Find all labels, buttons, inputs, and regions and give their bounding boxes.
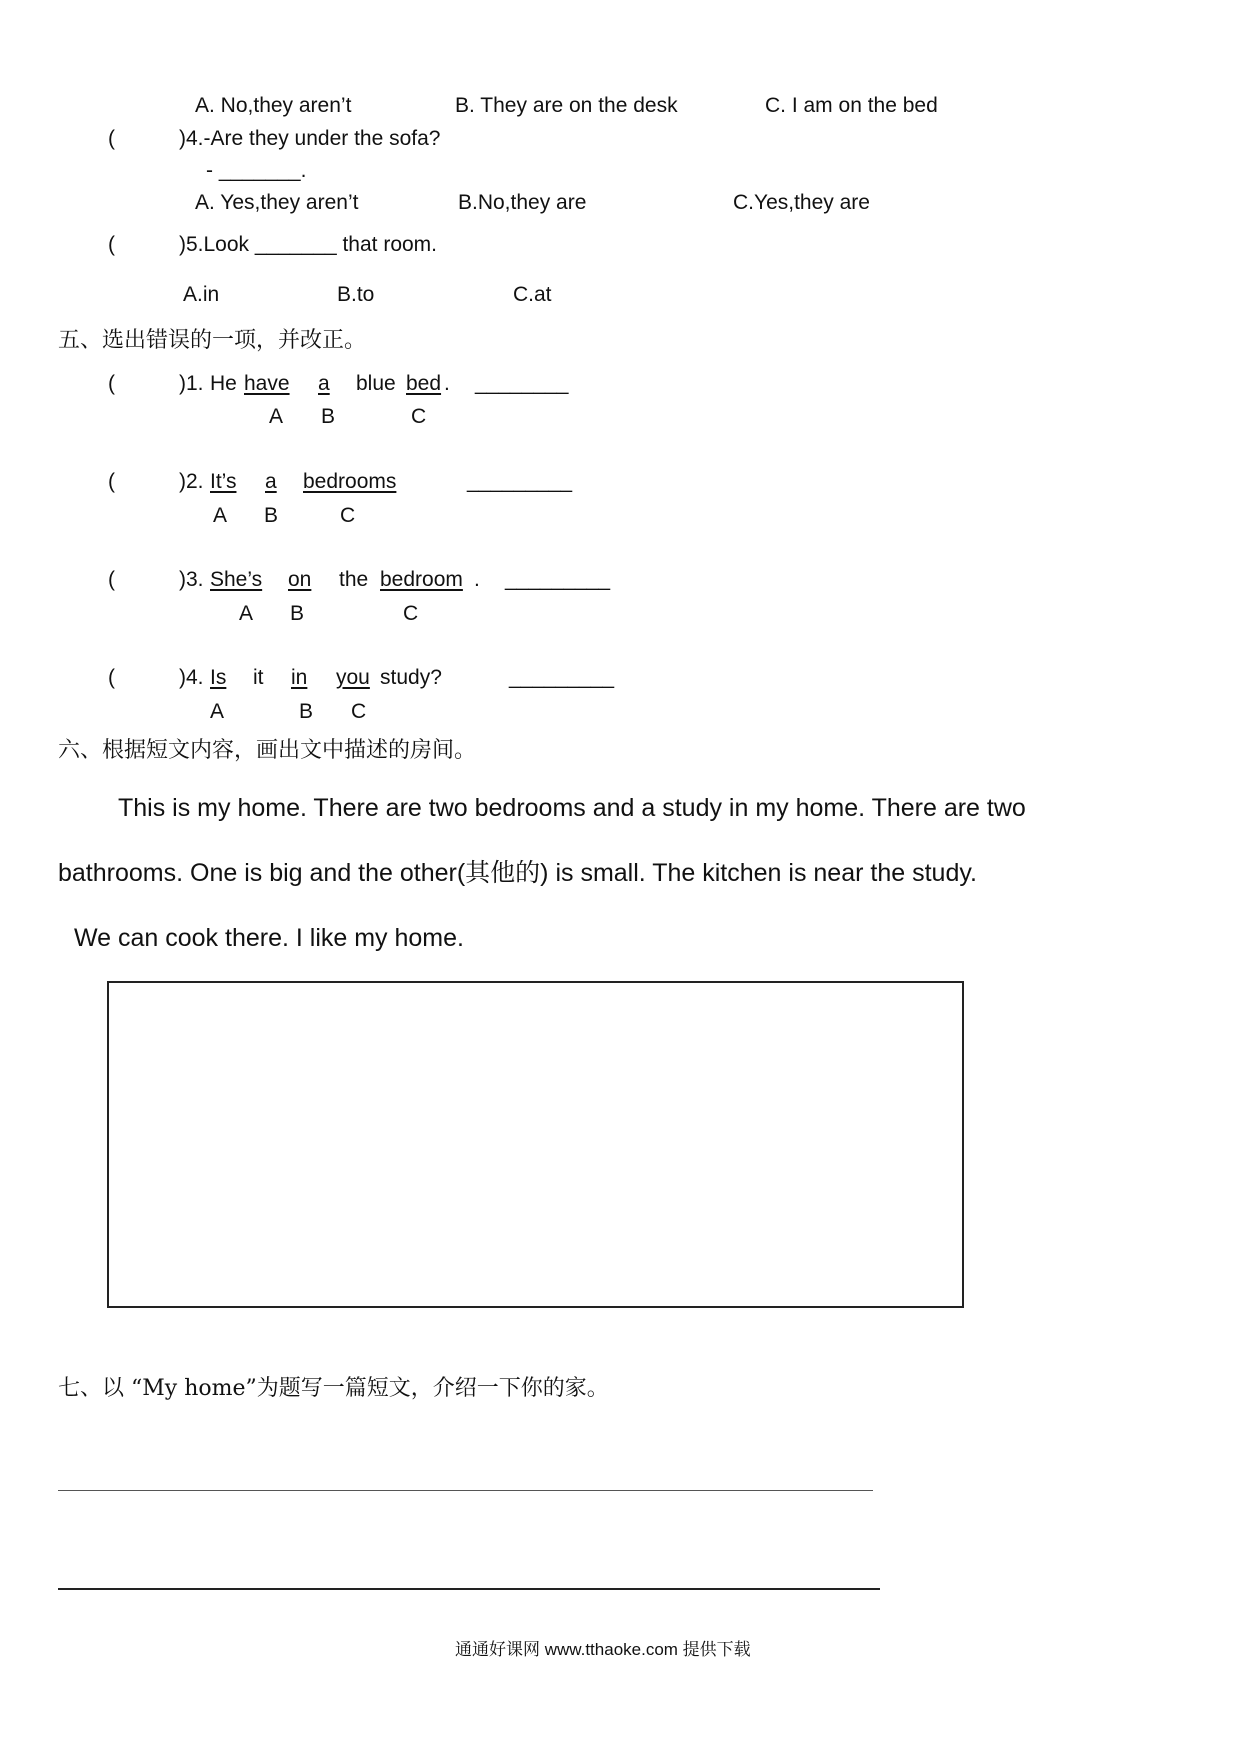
s5-item1-pre: He [210, 372, 237, 395]
s5-item2-option-c: bedrooms [303, 470, 397, 493]
q3-option-c: C. I am on the bed [765, 94, 938, 117]
section7-heading: 七、以 “My home”为题写一篇短文，介绍一下你的家。 [58, 1376, 609, 1401]
writing-line-1[interactable] [58, 1490, 873, 1491]
q4-stem: )4.-Are they under the sofa? [179, 127, 441, 150]
s5-item1-option-b: a [318, 372, 330, 395]
s5-item1-label-c: C [411, 405, 427, 428]
s5-item4-option-b: in [291, 666, 308, 689]
q4-option-a: A. Yes,they aren’t [195, 191, 359, 214]
s5-item4-label-b: B [299, 700, 314, 723]
s5-item3-option-a: She’s [210, 568, 263, 591]
s5-item4-paren: ( [108, 666, 115, 689]
section5-heading: 五、选出错误的一项，并改正。 [58, 328, 367, 353]
s5-item3-option-b: on [288, 568, 312, 591]
s5-item2-number: )2. [179, 470, 204, 493]
s5-item4-label-a: A [210, 700, 225, 723]
q5-option-c: C.at [513, 283, 552, 306]
s5-item1-end: . [444, 372, 450, 395]
s5-item1-option-a: have [244, 372, 290, 395]
s5-item4-option-a: Is [210, 666, 227, 689]
s5-item2-label-a: A [213, 504, 228, 527]
s5-item1-paren: ( [108, 372, 115, 395]
s5-item2-option-b: a [265, 470, 277, 493]
q3-option-a: A. No,they aren’t [195, 94, 352, 117]
s5-item1-number: )1. [179, 372, 204, 395]
passage-line-1: This is my home. There are two bedrooms and a study in my home. There are two [118, 794, 1026, 822]
s5-item2-label-c: C [340, 504, 356, 527]
s5-item4-blank: _________ [509, 666, 615, 689]
section6-heading: 六、根据短文内容，画出文中描述的房间。 [58, 738, 477, 763]
q5-stem: )5.Look _______ that room. [179, 233, 438, 256]
passage-line-2: bathrooms. One is big and the other(其他的) is small. The kitchen is near the study. [58, 859, 977, 887]
s5-item1-option-c: bed [406, 372, 442, 395]
s5-item1-blank: ________ [475, 372, 569, 395]
q5-option-b: B.to [337, 283, 375, 306]
s5-item3-label-b: B [290, 602, 305, 625]
s5-item3-number: )3. [179, 568, 204, 591]
q5-paren: ( [108, 233, 115, 256]
s5-item3-blank: _________ [505, 568, 611, 591]
q3-option-b: B. They are on the desk [455, 94, 678, 117]
s5-item2-label-b: B [264, 504, 279, 527]
q4-answer-line: - _______. [206, 159, 307, 182]
q4-paren: ( [108, 127, 115, 150]
s5-item2-option-a: It’s [210, 470, 237, 493]
s5-item3-option-c: bedroom [380, 568, 463, 591]
s5-item3-label-c: C [403, 602, 419, 625]
s5-item4-number: )4. [179, 666, 204, 689]
s5-item4-mid: it [253, 666, 264, 689]
s5-item2-blank: _________ [467, 470, 573, 493]
s5-item1-mid: blue [356, 372, 396, 395]
s5-item3-end: . [474, 568, 480, 591]
s5-item4-option-c: you [336, 666, 370, 689]
writing-line-2[interactable] [58, 1588, 880, 1590]
s5-item3-paren: ( [108, 568, 115, 591]
drawing-box[interactable] [107, 981, 964, 1308]
s5-item4-end: study? [380, 666, 442, 689]
s5-item4-label-c: C [351, 700, 367, 723]
s5-item3-mid: the [339, 568, 369, 591]
q4-option-c: C.Yes,they are [733, 191, 870, 214]
s5-item3-label-a: A [239, 602, 254, 625]
passage-line-3: We can cook there. I like my home. [74, 924, 464, 952]
s5-item1-label-b: B [321, 405, 336, 428]
s5-item1-label-a: A [269, 405, 284, 428]
q5-option-a: A.in [183, 283, 220, 306]
footer-text: 通通好课网 www.tthaoke.com 提供下载 [455, 1640, 751, 1659]
q4-option-b: B.No,they are [458, 191, 587, 214]
s5-item2-paren: ( [108, 470, 115, 493]
